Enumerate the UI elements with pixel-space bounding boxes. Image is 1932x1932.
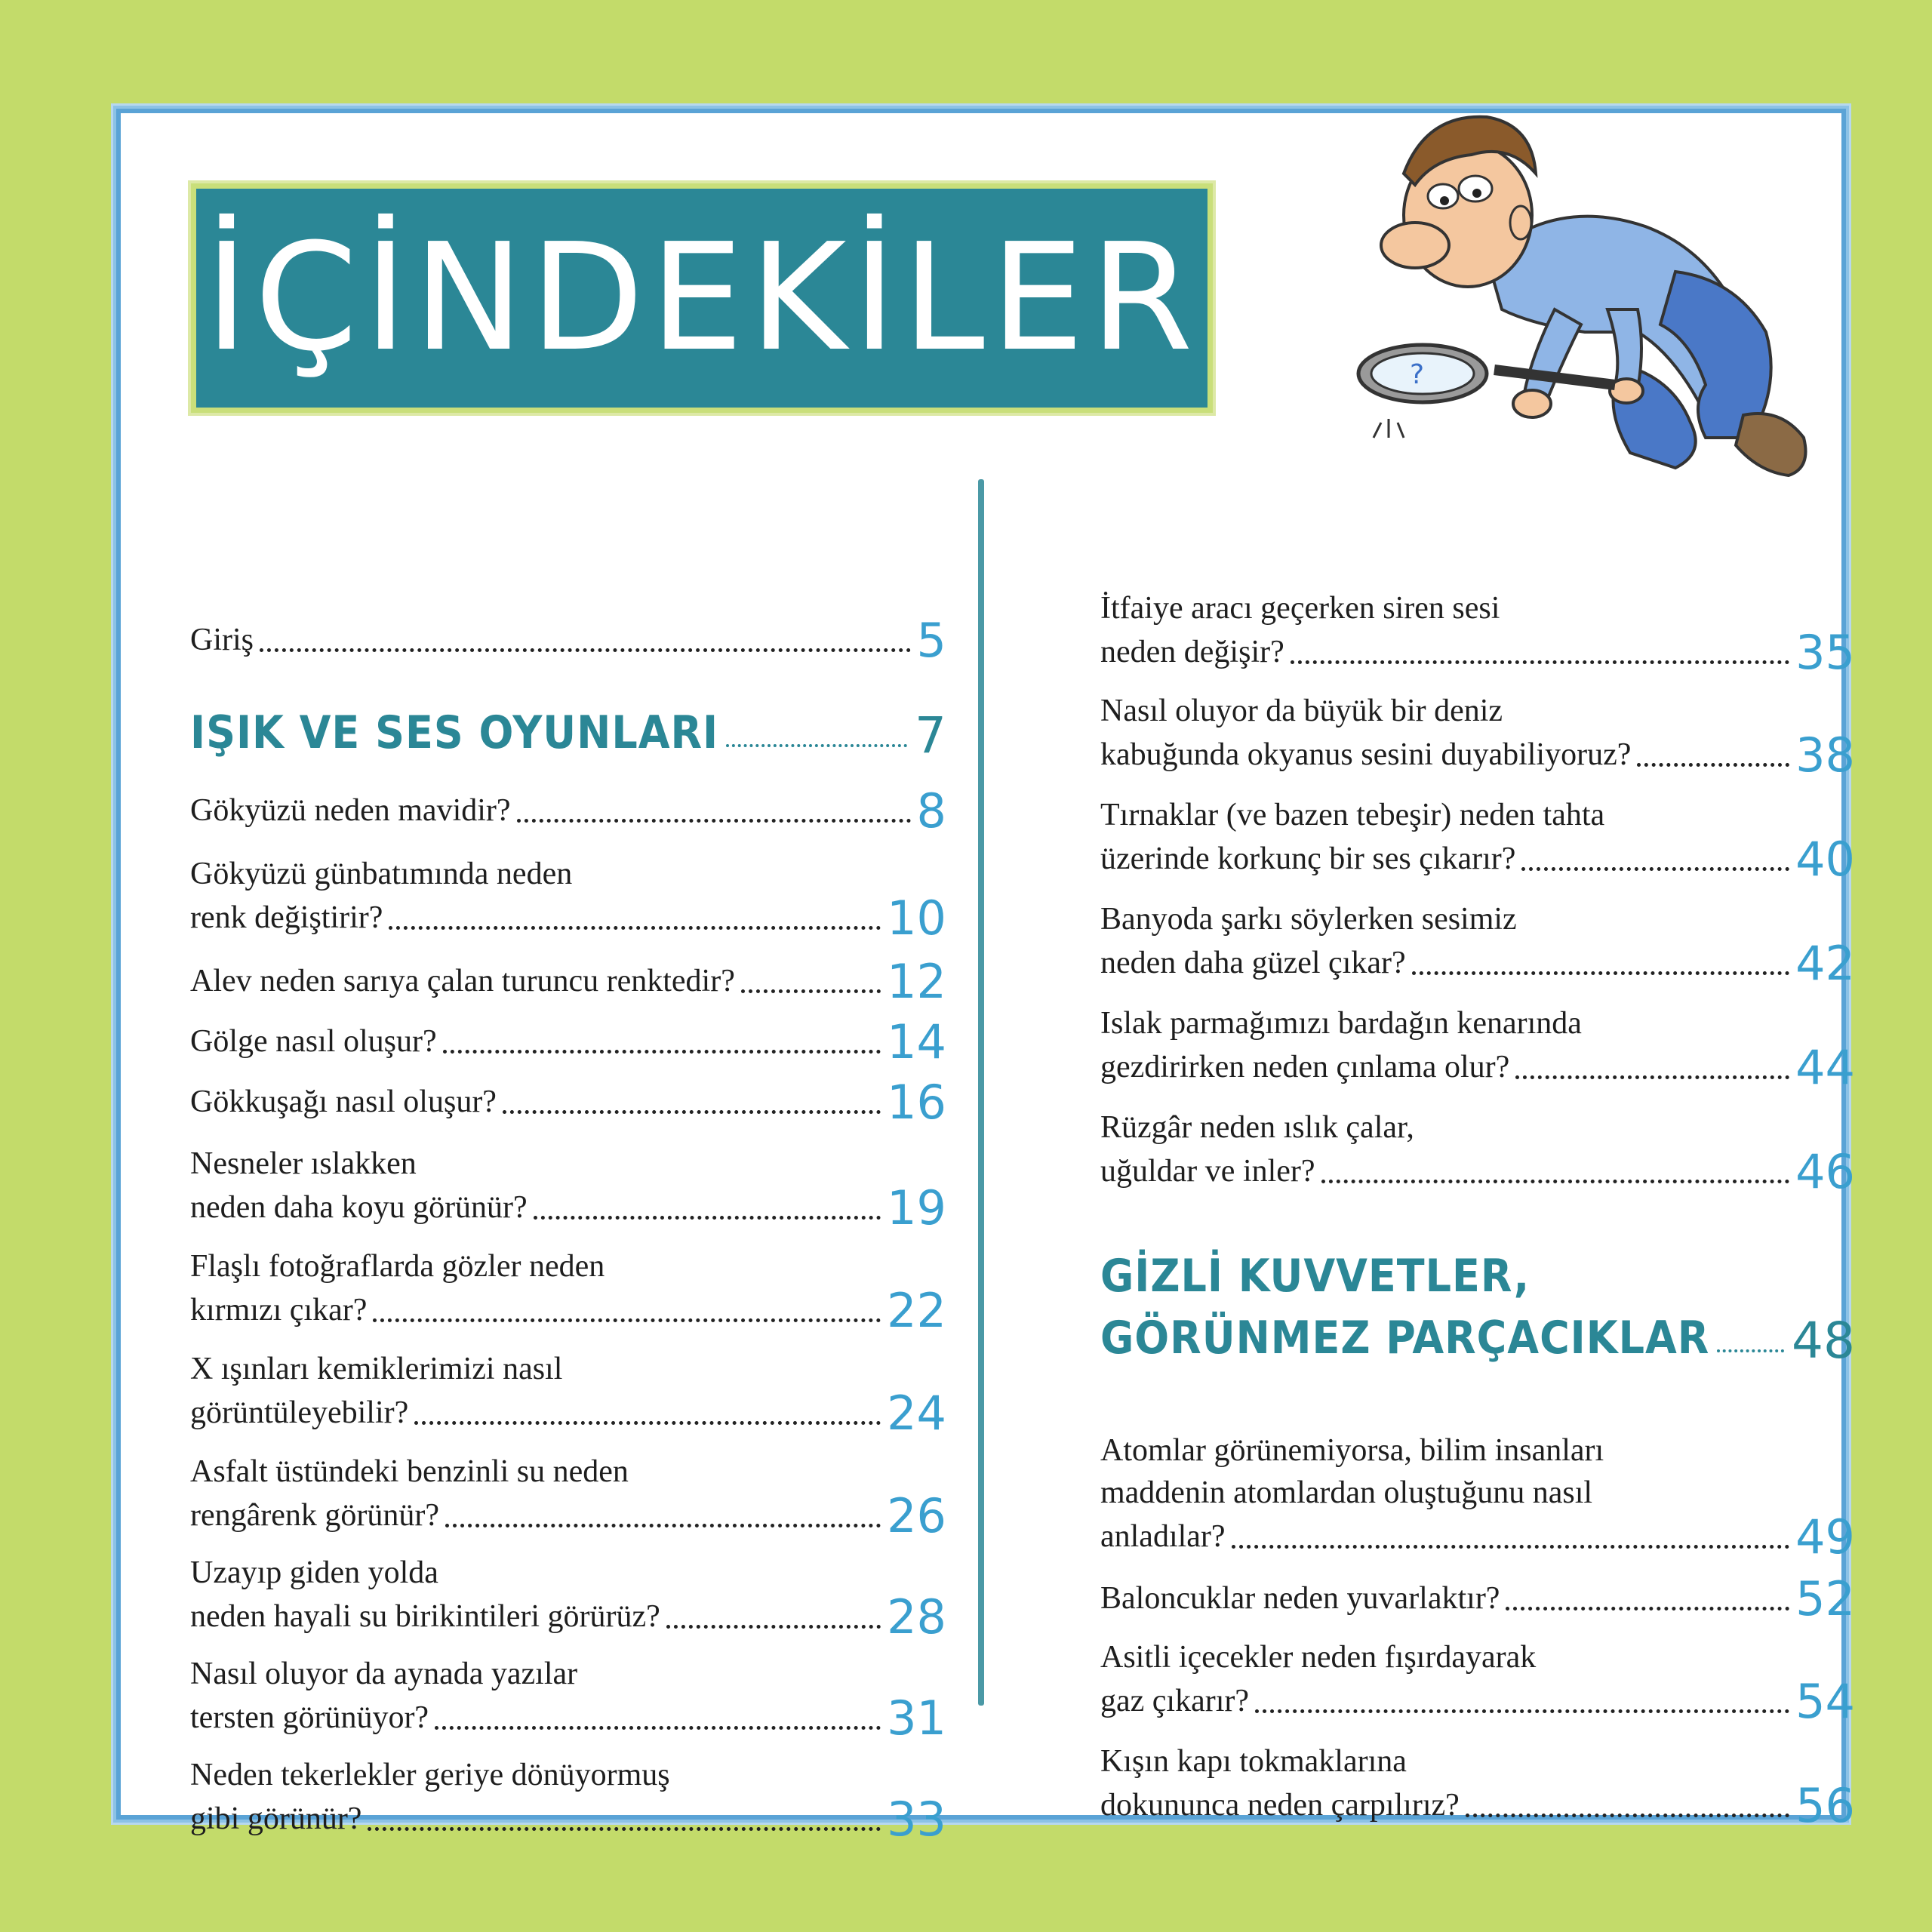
entry-label: X ışınları kemiklerimizi nasıl (190, 1352, 563, 1386)
page-number: 7 (915, 706, 946, 764)
entry-label: Nasıl oluyor da büyük bir deniz (1100, 694, 1503, 728)
page-number: 16 (887, 1075, 946, 1130)
leader-dots (1521, 867, 1789, 871)
leader-dots (445, 1524, 881, 1527)
contents-page (121, 113, 1855, 1847)
page-number: 46 (1795, 1144, 1855, 1199)
leader-dots (1515, 1075, 1789, 1079)
leader-dots (1232, 1545, 1790, 1549)
toc-entry[interactable] (190, 1143, 946, 1235)
page-number: 22 (887, 1283, 946, 1338)
entry-label: Nesneler ıslakken (190, 1146, 417, 1181)
leader-dots (435, 1726, 881, 1730)
page-number: 10 (887, 891, 946, 946)
entry-label: Giriş (190, 623, 254, 657)
entry-label: uğuldar ve inler? (1100, 1154, 1315, 1189)
page-number: 35 (1795, 625, 1855, 680)
leader-dots (1637, 763, 1789, 767)
leader-dots (373, 1318, 881, 1322)
toc-entry-intro[interactable] (190, 613, 946, 668)
entry-label: Asfalt üstündeki benzinli su neden (190, 1454, 629, 1489)
page-number: 24 (887, 1386, 946, 1441)
entry-label: Atomlar görünemiyorsa, bilim insanları (1100, 1433, 1604, 1468)
toc-entry[interactable] (190, 853, 946, 946)
page-number: 14 (887, 1014, 946, 1069)
entry-label: Gökyüzü neden mavidir? (190, 793, 511, 828)
entry-label: anladılar? (1100, 1519, 1226, 1554)
page-number: 44 (1795, 1040, 1855, 1095)
page-number: 48 (1792, 1312, 1855, 1370)
toc-entry[interactable] (1100, 1002, 1855, 1095)
toc-entry[interactable] (190, 1075, 946, 1130)
entry-label: tersten görünüyor? (190, 1700, 429, 1735)
entry-label: neden değişir? (1100, 635, 1284, 669)
section-title-line1: GİZLİ KUVVETLER, (1100, 1250, 1531, 1303)
leader-dots (741, 989, 881, 993)
entry-label: rengârenk görünür? (190, 1498, 440, 1533)
leader-dots (726, 744, 907, 747)
entry-label: Islak parmağımızı bardağın kenarında (1100, 1006, 1582, 1041)
entry-label: Gölge nasıl oluşur? (190, 1024, 437, 1059)
leader-dots (666, 1625, 881, 1629)
page-number: 28 (887, 1589, 946, 1644)
toc-entry[interactable] (1100, 898, 1855, 991)
entry-label: gaz çıkarır? (1100, 1684, 1250, 1718)
leader-dots (1466, 1814, 1789, 1817)
toc-entry[interactable] (1100, 794, 1855, 887)
leader-dots (414, 1421, 881, 1425)
section-title-line2: GÖRÜNMEZ PARÇACIKLAR (1100, 1312, 1710, 1364)
entry-label: neden daha güzel çıkar? (1100, 946, 1406, 980)
leader-dots (1291, 660, 1789, 664)
toc-entry[interactable] (190, 954, 946, 1009)
leader-dots (1255, 1709, 1789, 1713)
toc-entry[interactable] (190, 1552, 946, 1644)
toc-entry[interactable] (190, 1245, 946, 1338)
entry-label: gezdirirken neden çınlama olur? (1100, 1050, 1510, 1084)
entry-label: gibi görünür? (190, 1801, 362, 1836)
entry-label: neden daha koyu görünür? (190, 1190, 528, 1225)
entry-label: Gökkuşağı nasıl oluşur? (190, 1084, 497, 1119)
page-number: 38 (1795, 728, 1855, 783)
entry-label: maddenin atomlardan oluştuğunu nasıl (1100, 1475, 1593, 1510)
leader-dots (1506, 1607, 1789, 1611)
column-divider (978, 479, 984, 1706)
toc-entry[interactable] (190, 1348, 946, 1441)
entry-label: Nasıl oluyor da aynada yazılar (190, 1657, 578, 1691)
entry-label: Banyoda şarkı söylerken sesimiz (1100, 902, 1517, 937)
entry-label: kabuğunda okyanus sesini duyabiliyoruz? (1100, 737, 1632, 772)
entry-label: Rüzgâr neden ıslık çalar, (1100, 1110, 1414, 1145)
svg-text:?: ? (1410, 359, 1425, 390)
page-number: 54 (1795, 1674, 1855, 1729)
entry-label: İtfaiye aracı geçerken siren sesi (1100, 591, 1500, 626)
leader-dots (389, 926, 881, 930)
toc-entry[interactable] (1100, 690, 1855, 783)
page-number: 56 (1795, 1778, 1855, 1833)
leader-dots (534, 1216, 881, 1220)
toc-entry[interactable] (1100, 1740, 1855, 1833)
page-number: 8 (916, 783, 946, 838)
entry-label: Uzayıp giden yolda (190, 1555, 438, 1590)
entry-label: üzerinde korkunç bir ses çıkarır? (1100, 841, 1516, 876)
toc-entry[interactable] (1100, 1636, 1855, 1729)
toc-entry[interactable] (190, 1754, 946, 1847)
toc-entry[interactable] (1100, 1106, 1855, 1199)
entry-label: Kışın kapı tokmaklarına (1100, 1744, 1407, 1779)
entry-label: Neden tekerlekler geriye dönüyormuş (190, 1758, 670, 1792)
toc-entry[interactable] (1100, 587, 1855, 680)
toc-entry[interactable] (1100, 1429, 1855, 1564)
leader-dots (443, 1050, 881, 1054)
leader-dots (1412, 971, 1789, 975)
leader-dots (1321, 1180, 1790, 1183)
page-number: 5 (916, 613, 946, 668)
entry-label: kırmızı çıkar? (190, 1293, 368, 1327)
section-heading-gizli-kuvvetler[interactable] (1100, 1250, 1855, 1370)
entry-label: Flaşlı fotoğraflarda gözler neden (190, 1249, 605, 1284)
page-number: 33 (887, 1792, 946, 1847)
entry-label: Tırnaklar (ve bazen tebeşir) neden tahta (1100, 798, 1605, 832)
leader-dots (368, 1827, 881, 1831)
leader-dots (1717, 1349, 1784, 1352)
entry-label: Alev neden sarıya çalan turuncu renktedir? (190, 964, 735, 998)
page-number: 49 (1795, 1509, 1855, 1564)
entry-label: Asitli içecekler neden fışırdayarak (1100, 1640, 1537, 1675)
page-number: 12 (887, 954, 946, 1009)
page-title: İÇİNDEKİLER (205, 212, 1199, 384)
entry-label: Baloncuklar neden yuvarlaktır? (1100, 1581, 1500, 1616)
page-number: 42 (1795, 936, 1855, 991)
toc-entry[interactable] (1100, 1571, 1855, 1626)
entry-label: görüntüleyebilir? (190, 1395, 409, 1430)
page-number: 52 (1795, 1571, 1855, 1626)
leader-dots (503, 1110, 881, 1114)
page-number: 40 (1795, 832, 1855, 887)
toc-entry[interactable] (190, 783, 946, 838)
entry-label: Gökyüzü günbatımında neden (190, 857, 573, 891)
entry-label: renk değiştirir? (190, 900, 383, 935)
toc-entry[interactable] (190, 1451, 946, 1543)
section-heading-isik-ve-ses[interactable] (190, 706, 946, 764)
toc-entry[interactable] (190, 1014, 946, 1069)
section-title: IŞIK VE SES OYUNLARI (190, 706, 719, 759)
entry-label: neden hayali su birikintileri görürüz? (190, 1599, 660, 1634)
page-number: 19 (887, 1180, 946, 1235)
page-number: 31 (887, 1690, 946, 1746)
leader-dots (260, 648, 911, 652)
page-number: 26 (887, 1488, 946, 1543)
title-banner (196, 189, 1208, 408)
detective-man-illustration (1283, 83, 1826, 506)
entry-label: dokununca neden çarpılırız? (1100, 1788, 1460, 1823)
leader-dots (517, 819, 911, 823)
toc-entry[interactable] (190, 1653, 946, 1746)
